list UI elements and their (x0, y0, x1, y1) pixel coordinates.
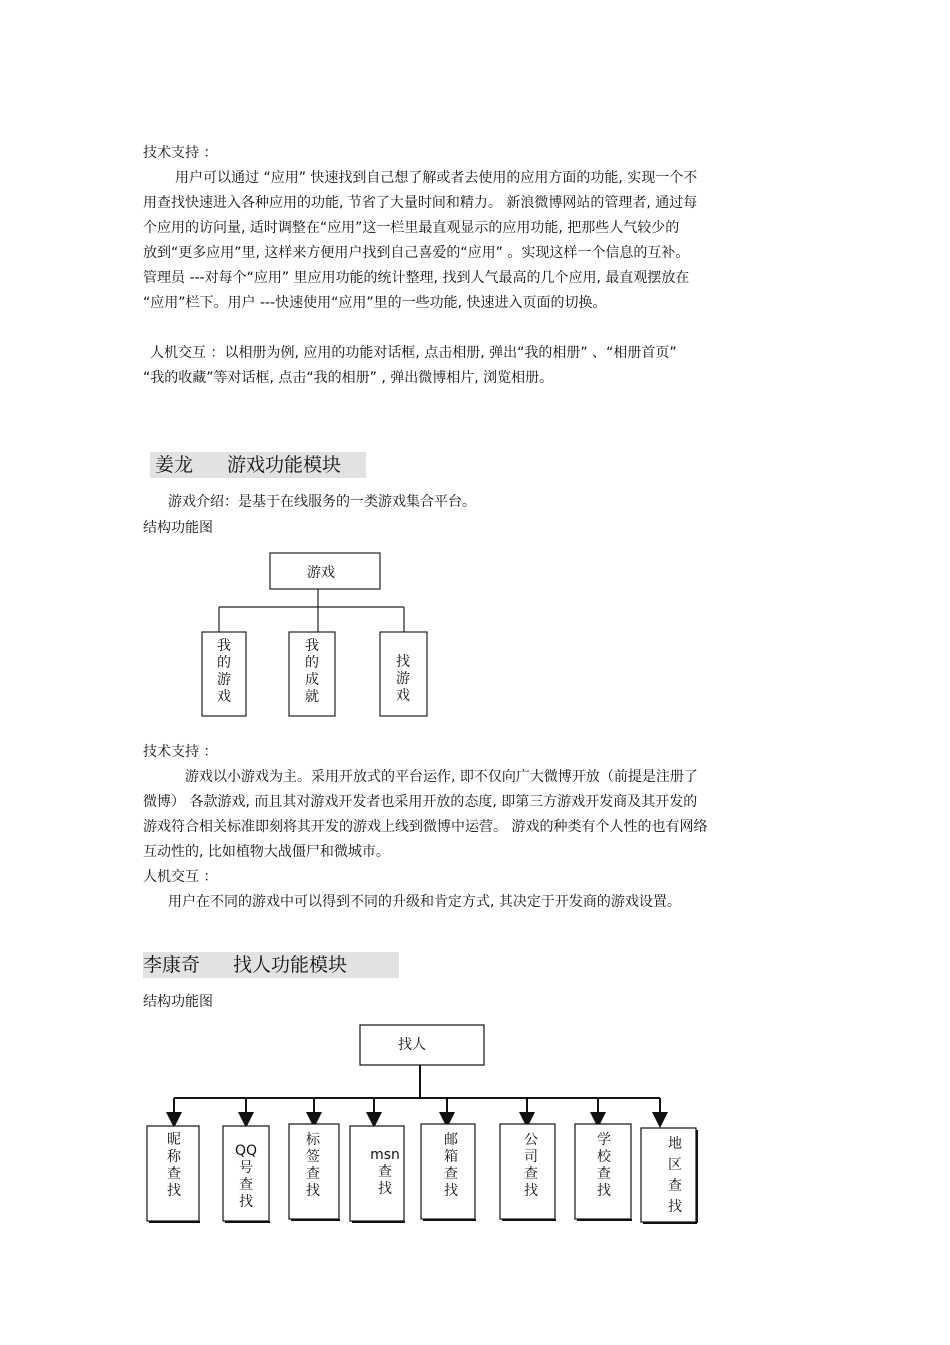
diagram-node-char: 查 (306, 1166, 320, 1182)
diagram-node-char: 查 (239, 1177, 253, 1193)
diagram-node-char: 我 (217, 638, 231, 654)
paragraph-line: 互动性的, 比如植物大战僵尸和微城市。 (143, 844, 390, 860)
games-intro: 游戏介绍：是基于在线服务的一类游戏集合平台。 (168, 494, 476, 510)
diagram-node-char: 昵 (167, 1132, 181, 1148)
diagram-node-nickname-search (167, 1132, 182, 1199)
diagram-node-char: 找 (597, 1183, 611, 1199)
diagram-root-games: 游戏 (307, 565, 335, 581)
diagram-node-char: 就 (305, 689, 319, 705)
diagram-node-char: 区 (668, 1157, 682, 1173)
diagram-node-char: 称 (167, 1149, 181, 1165)
diagram-root-find-people: 找人 (398, 1037, 426, 1053)
diagram-node-char: 找 (306, 1183, 320, 1199)
paragraph-line: 微博） 各款游戏, 而且其对游戏开发者也采用开放的态度, 即第三方游戏开发商及其开发的 (143, 794, 698, 810)
diagram-node-char: 找 (444, 1183, 458, 1199)
diagram-node-char: 戏 (396, 688, 410, 704)
diagram-node-char: 学 (597, 1132, 611, 1148)
heading-title: 游戏功能模块 (227, 454, 342, 476)
diagram-node-char: 邮 (444, 1132, 458, 1148)
tech-support-label: 技术支持 ： (143, 145, 218, 161)
diagram-node-char: 查 (378, 1164, 392, 1180)
diagram-node-char: 司 (524, 1149, 538, 1165)
diagram-node-char: 签 (306, 1149, 320, 1165)
diagram-node-char: 找 (668, 1199, 682, 1215)
hci-line: “我的收藏”等对话框, 点击“我的相册” , 弹出微博相片, 浏览相册。 (143, 370, 554, 386)
diagram-node-char: 游 (396, 671, 410, 687)
heading-title: 找人功能模块 (233, 954, 348, 976)
diagram-node-char: msn (370, 1147, 400, 1163)
diagram-node-char: 箱 (444, 1149, 458, 1165)
diagram-node-char: 查 (597, 1166, 611, 1182)
diagram-node-char: 地 (668, 1136, 682, 1152)
diagram-node-char: 校 (597, 1149, 611, 1165)
diagram-node-char: QQ (234, 1143, 258, 1159)
paragraph-line: 用户可以通过 “应用” 快速找到自己想了解或者去使用的应用方面的功能, 实现一个不 (175, 170, 698, 186)
diagram-node-char: 戏 (217, 689, 231, 705)
hci-line: 人机交互 ：以相册为例, 应用的功能对话框, 点击相册, 弹出“我的相册” 、“相册首页” (150, 345, 677, 361)
tech-support-label: 技术支持 ： (143, 744, 218, 760)
diagram-node-char: 游 (217, 672, 231, 688)
diagram-node-char: 找 (378, 1181, 392, 1197)
structure-label: 结构功能图 (143, 520, 213, 536)
paragraph-line: 管理员 ---对每个“应用” 里应用功能的统计整理, 找到人气最高的几个应用, 最直观摆放在 (143, 270, 690, 286)
diagram-node-char: 查 (524, 1166, 538, 1182)
heading-author: 李康奇 (143, 954, 201, 976)
hci-label: 人机交互 ： (143, 869, 218, 885)
paragraph-line: 个应用的访问量, 适时调整在“应用”这一栏里最直观显示的应用功能, 把那些人气较少的 (143, 220, 680, 236)
diagram-node-company-search (524, 1132, 538, 1199)
diagram-node-char: 我 (305, 638, 319, 654)
paragraph-line: 游戏以小游戏为主。采用开放式的平台运作, 即不仅向广大微博开放（前提是注册了 (185, 769, 698, 785)
diagram-node-char: 查 (668, 1178, 682, 1194)
diagram-node-email-search (444, 1132, 458, 1199)
diagram-node-school-search (597, 1132, 612, 1199)
diagram-node-char: 的 (305, 655, 319, 671)
diagram-node-char: 成 (305, 672, 319, 688)
diagram-node-char: 找 (239, 1194, 253, 1210)
diagram-node-char: 找 (167, 1183, 181, 1199)
diagram-node-char: 找 (396, 654, 410, 670)
diagram-node-char: 标 (306, 1132, 320, 1148)
structure-label: 结构功能图 (143, 994, 213, 1010)
heading-author: 姜龙 (155, 454, 194, 476)
diagram-node-char: 查 (444, 1166, 458, 1182)
hci-text: 用户在不同的游戏中可以得到不同的升级和肯定方式, 其决定于开发商的游戏设置。 (168, 894, 681, 910)
diagram-node-char: 号 (239, 1160, 253, 1176)
paragraph-line: 游戏符合相关标准即刻将其开发的游戏上线到微博中运营。 游戏的种类有个人性的也有网络 (143, 819, 708, 835)
diagram-node-char: 找 (524, 1183, 538, 1199)
diagram-node-char: 公 (524, 1132, 538, 1148)
paragraph-line: 放到“更多应用”里, 这样来方便用户找到自己喜爱的“应用” 。实现这样一个信息的互补。 (143, 245, 690, 261)
paragraph-line: “应用”栏下。用户 ---快速使用“应用”里的一些功能, 快速进入页面的切换。 (143, 295, 607, 311)
diagram-node-char: 查 (167, 1166, 181, 1182)
diagram-node-char: 的 (217, 655, 231, 671)
paragraph-line: 用查找快速进入各种应用的功能, 节省了大量时间和精力。 新浪微博网站的管理者, 通过每 (143, 195, 698, 211)
